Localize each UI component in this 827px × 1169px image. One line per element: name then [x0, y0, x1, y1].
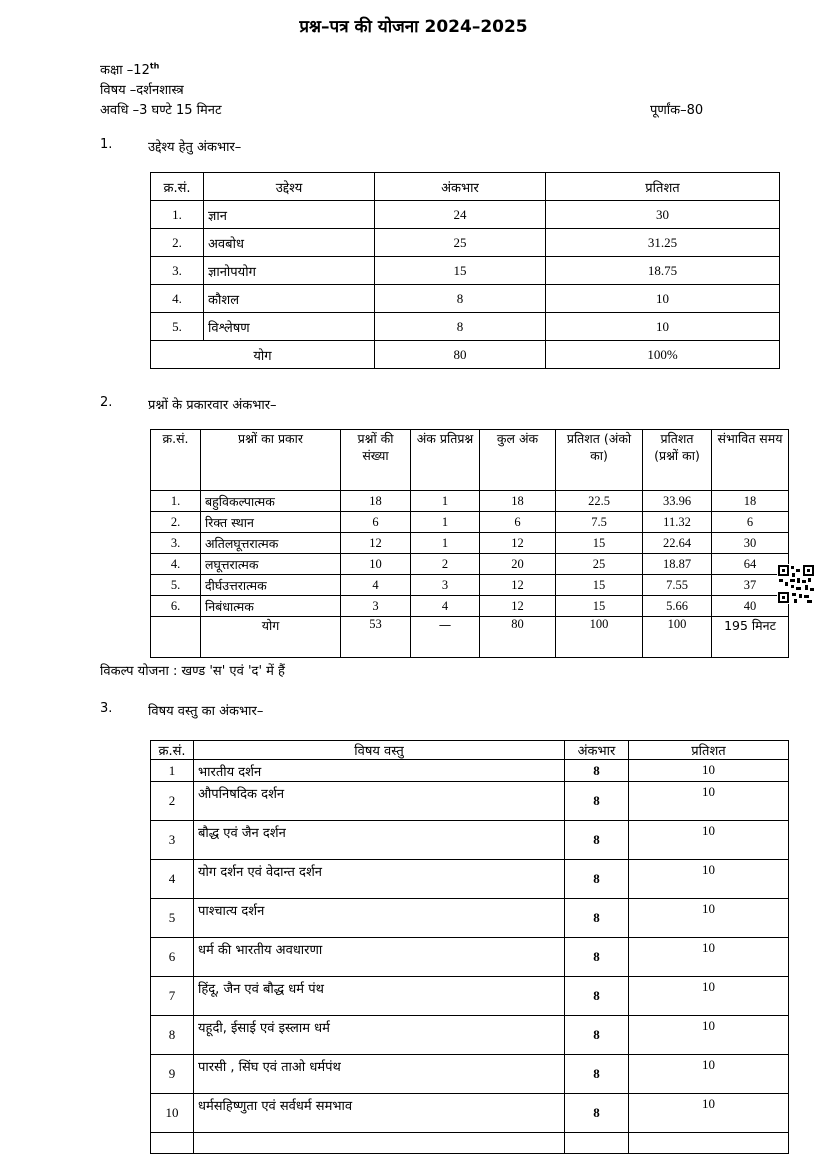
cell: 10: [546, 313, 780, 341]
table-row: [151, 899, 789, 938]
cell: 40: [712, 596, 789, 617]
cell: 10: [629, 1094, 789, 1133]
cell: 1.: [151, 491, 201, 512]
cell: 22.5: [556, 491, 643, 512]
cell: 10: [341, 554, 411, 575]
cell: 30: [712, 533, 789, 554]
table-header-row: [151, 741, 789, 760]
cell: 10: [629, 860, 789, 899]
cell: 2: [411, 554, 480, 575]
header-cell: प्रश्नों का प्रकार: [201, 430, 341, 491]
header-cell: उद्देश्य: [204, 173, 375, 201]
cell: 80: [480, 617, 556, 658]
cell: अतिलघूत्तरात्मक: [201, 533, 341, 554]
cell: 8: [565, 760, 629, 782]
table-total-row: [151, 341, 780, 369]
class-sup: th: [149, 61, 160, 71]
cell: [194, 1133, 565, 1154]
cell: 5.: [151, 575, 201, 596]
header-cell: संभावित समय: [712, 430, 789, 491]
cell: 4: [151, 860, 194, 899]
objective-weightage-table: [150, 172, 780, 369]
cell: 7.55: [643, 575, 712, 596]
cell: 25: [375, 229, 546, 257]
table-row: [151, 533, 789, 554]
cell: 5: [151, 899, 194, 938]
cell: 8: [565, 860, 629, 899]
cell: धर्म की भारतीय अवधारणा: [194, 938, 565, 977]
total-label: योग: [151, 341, 375, 369]
cell: 3: [341, 596, 411, 617]
cell: 8: [565, 1094, 629, 1133]
question-type-weightage-table: [150, 429, 789, 658]
cell: 24: [375, 201, 546, 229]
cell: विश्लेषण: [204, 313, 375, 341]
section3-heading: विषय वस्तु का अंकभार–: [148, 704, 264, 719]
cell: 37: [712, 575, 789, 596]
duration-line: अवधि –3 घण्टे 15 मिनट: [100, 103, 222, 118]
qr-code-icon: [777, 564, 815, 604]
cell: 33.96: [643, 491, 712, 512]
header-cell: कुल अंक: [480, 430, 556, 491]
cell: 10: [629, 938, 789, 977]
header-cell: अंकभार: [375, 173, 546, 201]
section3-number: 3.: [100, 701, 113, 716]
cell: 8: [375, 313, 546, 341]
cell: 12: [480, 575, 556, 596]
cell: 7: [151, 977, 194, 1016]
cell: —: [411, 617, 480, 658]
cell: ज्ञान: [204, 201, 375, 229]
table-row: [151, 491, 789, 512]
cell: 20: [480, 554, 556, 575]
section2-number: 2.: [100, 395, 113, 410]
cell: 10: [546, 285, 780, 313]
header-cell: प्रश्नों की संख्या: [341, 430, 411, 491]
cell: 18: [712, 491, 789, 512]
cell: लघूत्तरात्मक: [201, 554, 341, 575]
cell: 10: [629, 782, 789, 821]
cell: 18: [341, 491, 411, 512]
cell: 6: [341, 512, 411, 533]
cell: 12: [480, 596, 556, 617]
cell: 6: [712, 512, 789, 533]
table-row: [151, 760, 789, 782]
header-cell: क्र.सं.: [151, 173, 204, 201]
cell: [629, 1133, 789, 1154]
cell: 1: [411, 533, 480, 554]
cell: 9: [151, 1055, 194, 1094]
cell: योग दर्शन एवं वेदान्त दर्शन: [194, 860, 565, 899]
cell: 8: [565, 899, 629, 938]
cell: 8: [151, 1016, 194, 1055]
cell: [565, 1133, 629, 1154]
header-cell: प्रतिशत (प्रश्नों का): [643, 430, 712, 491]
cell: 8: [375, 285, 546, 313]
cell: 10: [629, 977, 789, 1016]
cell: बहुविकल्पात्मक: [201, 491, 341, 512]
cell: 8: [565, 1016, 629, 1055]
section1-heading: उद्देश्य हेतु अंकभार–: [148, 140, 242, 155]
class-label: कक्षा –12: [100, 63, 150, 78]
cell: 53: [341, 617, 411, 658]
cell: 12: [480, 533, 556, 554]
table-row: [151, 860, 789, 899]
cell: 6.: [151, 596, 201, 617]
table-row: [151, 257, 780, 285]
table-header-row: [151, 173, 780, 201]
cell: 1: [151, 760, 194, 782]
cell: औपनिषदिक दर्शन: [194, 782, 565, 821]
cell: 80: [375, 341, 546, 369]
cell: 10: [629, 1016, 789, 1055]
cell: ज्ञानोपयोग: [204, 257, 375, 285]
header-cell: प्रतिशत: [546, 173, 780, 201]
table-row: [151, 1016, 789, 1055]
cell: 18.87: [643, 554, 712, 575]
table-header-row: [151, 430, 789, 491]
cell: 31.25: [546, 229, 780, 257]
cell: 10: [629, 899, 789, 938]
cell: 12: [341, 533, 411, 554]
cell: यहूदी, ईसाई एवं इस्लाम धर्म: [194, 1016, 565, 1055]
header-cell: क्र.सं.: [151, 741, 194, 760]
cell: 100: [556, 617, 643, 658]
cell: [151, 1133, 194, 1154]
cell: 15: [556, 575, 643, 596]
cell: धर्मसहिष्णुता एवं सर्वधर्म समभाव: [194, 1094, 565, 1133]
cell: कौशल: [204, 285, 375, 313]
cell: 8: [565, 1055, 629, 1094]
cell: भारतीय दर्शन: [194, 760, 565, 782]
table-row: [151, 1094, 789, 1133]
cell: 4: [341, 575, 411, 596]
cell: 4: [411, 596, 480, 617]
cell: 100: [643, 617, 712, 658]
cell: पारसी , सिंघ एवं ताओ धर्मपंथ: [194, 1055, 565, 1094]
cell: 1.: [151, 201, 204, 229]
header-cell: अंक प्रतिप्रश्न: [411, 430, 480, 491]
header-cell: अंकभार: [565, 741, 629, 760]
cell: पाश्चात्य दर्शन: [194, 899, 565, 938]
cell: दीर्घउत्तरात्मक: [201, 575, 341, 596]
cell: 30: [546, 201, 780, 229]
header-cell: विषय वस्तु: [194, 741, 565, 760]
cell: 15: [556, 533, 643, 554]
cell: 6: [480, 512, 556, 533]
cell: 8: [565, 977, 629, 1016]
section2-heading: प्रश्नों के प्रकारवार अंकभार–: [148, 398, 277, 413]
cell: 4.: [151, 285, 204, 313]
cell: 15: [375, 257, 546, 285]
cell: 7.5: [556, 512, 643, 533]
cell: [151, 617, 201, 658]
class-line: [100, 60, 159, 78]
option-scheme-note: विकल्प योजना : खण्ड 'स' एवं 'द' में हैं: [100, 664, 285, 679]
total-label: योग: [201, 617, 341, 658]
cell: 3: [411, 575, 480, 596]
header-cell: प्रतिशत (अंको का): [556, 430, 643, 491]
cell: 15: [556, 596, 643, 617]
cell: 22.64: [643, 533, 712, 554]
cell: 8: [565, 821, 629, 860]
cell: 5.66: [643, 596, 712, 617]
header-cell: प्रतिशत: [629, 741, 789, 760]
cell: 100%: [546, 341, 780, 369]
cell: 3.: [151, 533, 201, 554]
cell: 1: [411, 512, 480, 533]
table-row: [151, 554, 789, 575]
cell: निबंधात्मक: [201, 596, 341, 617]
cell: 3: [151, 821, 194, 860]
cell: 2: [151, 782, 194, 821]
cell: 10: [151, 1094, 194, 1133]
table-row: [151, 1055, 789, 1094]
cell: 2.: [151, 512, 201, 533]
cell: 8: [565, 938, 629, 977]
table-row: [151, 285, 780, 313]
cell: 10: [629, 760, 789, 782]
cell: 5.: [151, 313, 204, 341]
subject-line: विषय –दर्शनशास्त्र: [100, 83, 184, 98]
table-row: [151, 977, 789, 1016]
cell: 64: [712, 554, 789, 575]
cell: 25: [556, 554, 643, 575]
cell: 8: [565, 782, 629, 821]
full-marks: पूर्णांक–80: [650, 103, 704, 118]
cell: 10: [629, 1055, 789, 1094]
table-row: [151, 596, 789, 617]
cell: 18.75: [546, 257, 780, 285]
cell: अवबोध: [204, 229, 375, 257]
cell: 1: [411, 491, 480, 512]
cell: 18: [480, 491, 556, 512]
table-row: [151, 201, 780, 229]
cell: 11.32: [643, 512, 712, 533]
header-cell: क्र.सं.: [151, 430, 201, 491]
cell: 195 मिनट: [712, 617, 789, 658]
cell: बौद्ध एवं जैन दर्शन: [194, 821, 565, 860]
cell: 3.: [151, 257, 204, 285]
table-row: [151, 512, 789, 533]
cell: 6: [151, 938, 194, 977]
table-row: [151, 313, 780, 341]
cell: रिक्त स्थान: [201, 512, 341, 533]
cell: हिंदू, जैन एवं बौद्ध धर्म पंथ: [194, 977, 565, 1016]
content-weightage-table: [150, 740, 789, 1154]
table-row: [151, 575, 789, 596]
cell: 4.: [151, 554, 201, 575]
table-empty-row: [151, 1133, 789, 1154]
cell: 2.: [151, 229, 204, 257]
table-total-row: [151, 617, 789, 658]
table-row: [151, 821, 789, 860]
table-row: [151, 229, 780, 257]
section1-number: 1.: [100, 137, 113, 152]
table-row: [151, 938, 789, 977]
page-title: प्रश्न–पत्र की योजना 2024–2025: [299, 17, 528, 37]
cell: 10: [629, 821, 789, 860]
table-row: [151, 782, 789, 821]
